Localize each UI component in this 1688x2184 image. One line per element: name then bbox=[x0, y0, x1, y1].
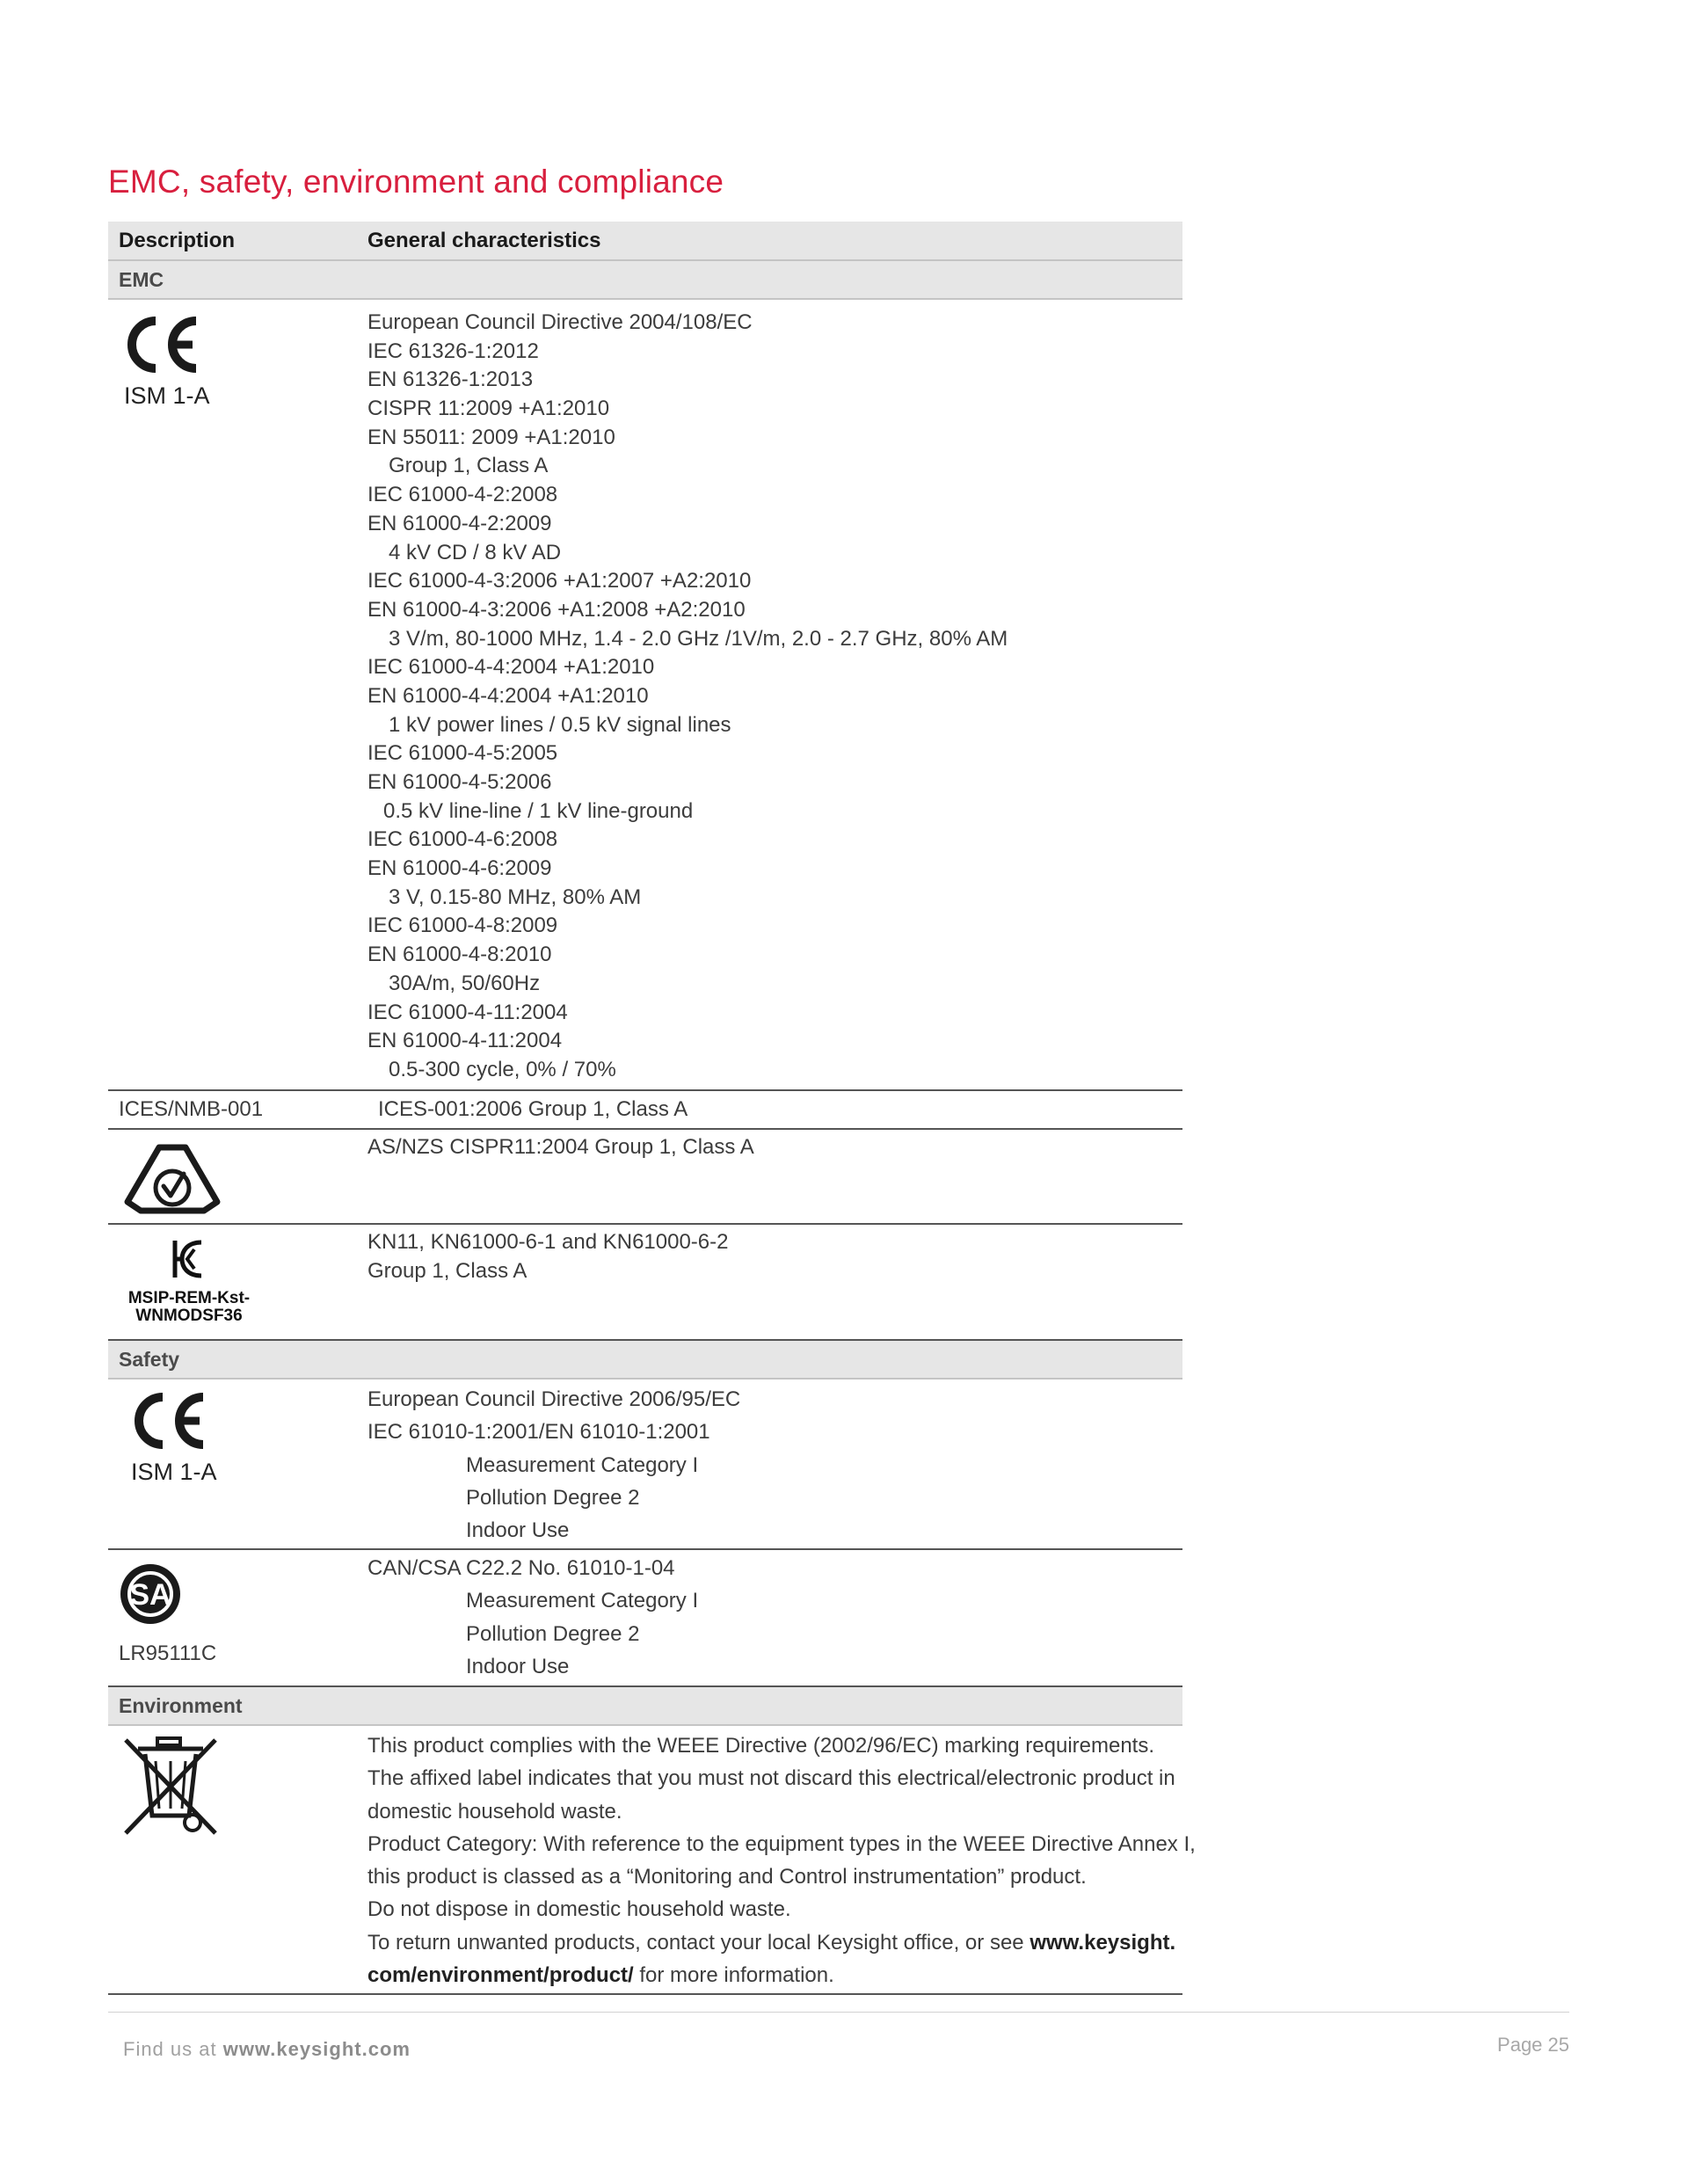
list-item: Indoor Use bbox=[466, 1518, 570, 1543]
table-row bbox=[108, 300, 1182, 1091]
list-item: 0.5-300 cycle, 0% / 70% bbox=[389, 1057, 616, 1081]
rcm-value bbox=[367, 1130, 1182, 1223]
ce-mark-label: ISM 1-A bbox=[131, 1459, 217, 1485]
ce-mark-cell bbox=[108, 300, 367, 1089]
weee-statement bbox=[367, 1726, 1196, 1993]
list-item: IEC 61000-4-5:2005 bbox=[367, 741, 558, 766]
list-item: Group 1, Class A bbox=[367, 1258, 528, 1283]
list-item: AS/NZS CISPR11:2004 Group 1, Class A bbox=[367, 1135, 754, 1159]
csa-mark-label: LR95111C bbox=[119, 1642, 217, 1665]
list-item: 3 V/m, 80-1000 MHz, 1.4 - 2.0 GHz /1V/m, 2.0 - 2.7 GHz, 80% AM bbox=[389, 626, 1008, 651]
list-item: Pollution Degree 2 bbox=[466, 1485, 640, 1510]
list-item: EN 55011: 2009 +A1:2010 bbox=[367, 425, 615, 449]
list-item: CISPR 11:2009 +A1:2010 bbox=[367, 397, 610, 421]
list-item: ICES-001:2006 Group 1, Class A bbox=[378, 1096, 688, 1121]
csa-mark-icon bbox=[117, 1561, 184, 1627]
list-item: IEC 61000-4-8:2009 bbox=[367, 914, 558, 938]
safety-standards-list bbox=[367, 1380, 1182, 1548]
list-item: Group 1, Class A bbox=[389, 454, 549, 478]
section-safety: Safety bbox=[108, 1341, 1182, 1380]
list-item: The affixed label indicates that you must not discard this electrical/electronic product in bbox=[367, 1766, 1175, 1791]
table-row bbox=[108, 1225, 1182, 1341]
list-item bbox=[367, 1959, 1196, 1991]
page-number: Page 25 bbox=[1497, 2034, 1569, 2056]
table-row bbox=[108, 1726, 1196, 1995]
list-item: Indoor Use bbox=[466, 1654, 570, 1678]
ices-label: ICES/NMB-001 bbox=[119, 1097, 264, 1121]
list-item: EN 61000-4-11:2004 bbox=[367, 1029, 563, 1053]
list-item: domestic household waste. bbox=[367, 1799, 622, 1824]
list-item: IEC 61000-4-3:2006 +A1:2007 +A2:2010 bbox=[367, 569, 752, 593]
csa-standards-list bbox=[367, 1550, 1182, 1685]
compliance-table bbox=[108, 222, 1196, 1995]
footer-site-link[interactable]: www.keysight.com bbox=[222, 2038, 411, 2060]
weee-bin-icon bbox=[119, 1735, 222, 1837]
table-header bbox=[108, 222, 1182, 261]
weee-mark-cell bbox=[108, 1726, 367, 1993]
list-item: Product Category: With reference to the equipment types in the WEEE Directive Annex I, bbox=[367, 1831, 1196, 1856]
list-item: Pollution Degree 2 bbox=[466, 1621, 640, 1646]
table-row bbox=[108, 1380, 1182, 1550]
list-item: IEC 61000-4-6:2008 bbox=[367, 827, 558, 852]
section-emc: EMC bbox=[108, 261, 1182, 300]
list-item: EN 61000-4-5:2006 bbox=[367, 770, 552, 794]
kc-label-line: WNMODSF36 bbox=[135, 1307, 243, 1325]
return-text: To return unwanted products, contact your local Keysight office, or see bbox=[367, 1930, 1030, 1955]
list-item: Measurement Category I bbox=[466, 1452, 699, 1477]
list-item: EN 61326-1:2013 bbox=[367, 368, 534, 392]
kc-mark-icon bbox=[171, 1237, 207, 1281]
ce-mark-icon bbox=[129, 1392, 208, 1450]
footer-divider bbox=[108, 2012, 1569, 2013]
csa-mark-cell bbox=[108, 1550, 367, 1685]
table-row bbox=[108, 1550, 1182, 1687]
emc-standards-list bbox=[367, 300, 1182, 1089]
ce-mark-label: ISM 1-A bbox=[124, 382, 210, 409]
ce-mark-cell bbox=[108, 1380, 367, 1548]
header-description: Description bbox=[119, 228, 236, 252]
list-item: EN 61000-4-4:2004 +A1:2010 bbox=[367, 683, 649, 708]
footer-find-us bbox=[123, 2038, 411, 2061]
ce-mark-icon bbox=[122, 316, 200, 374]
list-item: EN 61000-4-2:2009 bbox=[367, 511, 552, 535]
list-item bbox=[367, 1926, 1196, 1959]
list-item: This product complies with the WEEE Directive (2002/96/EC) marking requirements. bbox=[367, 1734, 1155, 1758]
table-row bbox=[108, 1130, 1182, 1225]
list-item: IEC 61000-4-4:2004 +A1:2010 bbox=[367, 655, 655, 680]
keysight-environment-link[interactable]: www.keysight. bbox=[1030, 1930, 1176, 1955]
list-item: 1 kV power lines / 0.5 kV signal lines bbox=[389, 712, 731, 737]
kc-mark-cell bbox=[108, 1225, 367, 1339]
keysight-environment-link-cont[interactable]: com/environment/product/ bbox=[367, 1963, 634, 1988]
list-item: EN 61000-4-8:2010 bbox=[367, 943, 552, 967]
header-characteristics: General characteristics bbox=[367, 228, 601, 252]
ices-value bbox=[378, 1096, 1182, 1125]
kc-mark-label bbox=[119, 1290, 259, 1325]
section-environment: Environment bbox=[108, 1687, 1182, 1726]
kc-values bbox=[367, 1225, 1182, 1339]
page-title: EMC, safety, environment and compliance bbox=[108, 164, 724, 200]
list-item: IEC 61000-4-2:2008 bbox=[367, 483, 558, 507]
list-item: 30A/m, 50/60Hz bbox=[389, 971, 541, 995]
list-item: IEC 61326-1:2012 bbox=[367, 339, 539, 363]
list-item: EN 61000-4-6:2009 bbox=[367, 856, 552, 881]
rcm-mark-cell bbox=[108, 1130, 367, 1223]
list-item: IEC 61010-1:2001/EN 61010-1:2001 bbox=[367, 1420, 710, 1445]
list-item: 0.5 kV line-line / 1 kV line-ground bbox=[383, 798, 694, 823]
list-item: European Council Directive 2006/95/EC bbox=[367, 1387, 741, 1411]
return-text: for more information. bbox=[633, 1963, 834, 1988]
table-row bbox=[108, 1091, 1182, 1130]
svg-text:SA: SA bbox=[129, 1578, 171, 1612]
list-item: 3 V, 0.15-80 MHz, 80% AM bbox=[389, 885, 642, 909]
list-item: 4 kV CD / 8 kV AD bbox=[389, 540, 562, 564]
rcm-mark-icon bbox=[122, 1140, 222, 1216]
list-item: IEC 61000-4-11:2004 bbox=[367, 1000, 568, 1024]
footer-find-text: Find us at bbox=[123, 2038, 223, 2060]
kc-label-line: MSIP-REM-Kst- bbox=[127, 1289, 251, 1307]
list-item: EN 61000-4-3:2006 +A1:2008 +A2:2010 bbox=[367, 597, 746, 622]
list-item: KN11, KN61000-6-1 and KN61000-6-2 bbox=[367, 1230, 729, 1254]
list-item: Do not dispose in domestic household waste. bbox=[367, 1897, 791, 1922]
list-item: this product is classed as a “Monitoring and Control instrumentation” product. bbox=[367, 1865, 1087, 1889]
list-item: Measurement Category I bbox=[466, 1589, 699, 1613]
list-item: European Council Directive 2004/108/EC bbox=[367, 310, 753, 334]
list-item: CAN/CSA C22.2 No. 61010-1-04 bbox=[367, 1556, 675, 1580]
